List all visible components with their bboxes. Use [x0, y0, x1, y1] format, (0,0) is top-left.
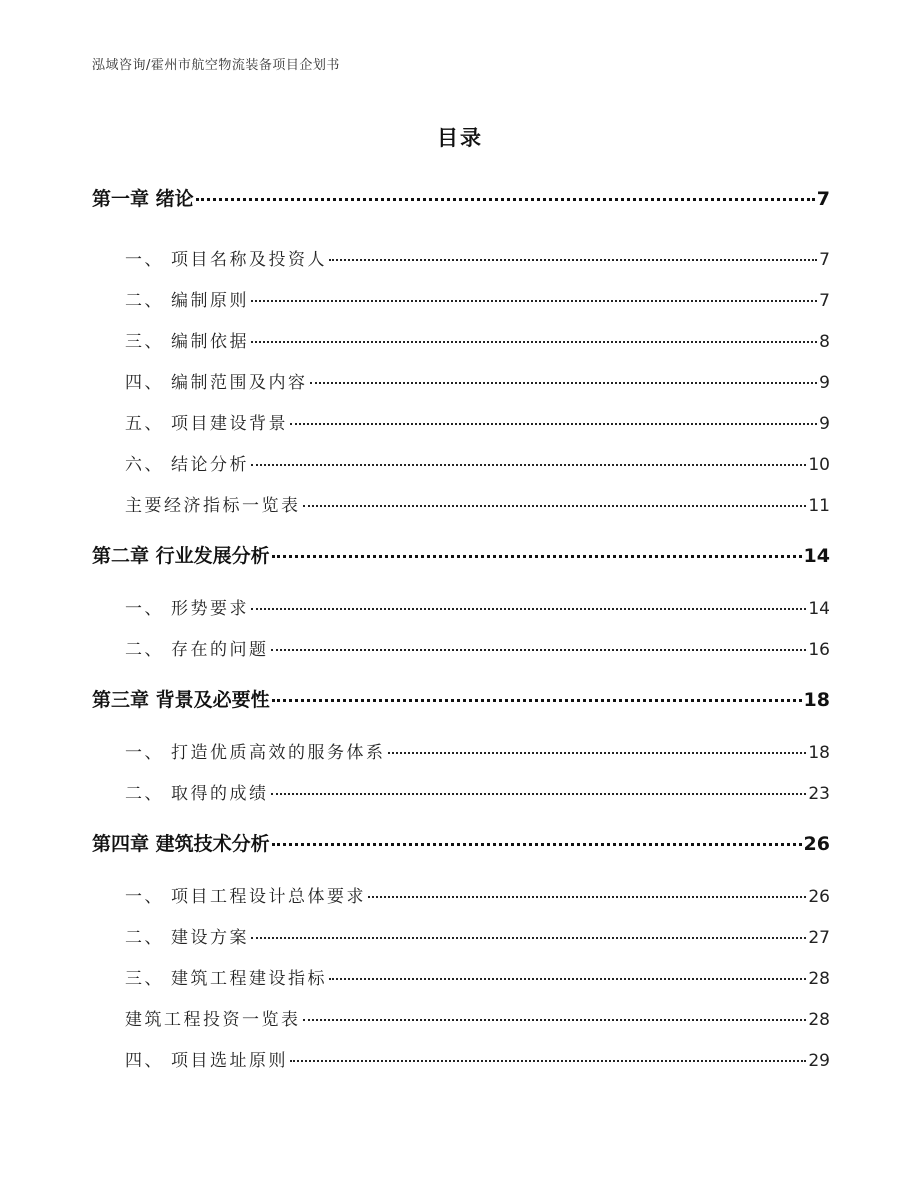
dot-leader: [290, 423, 817, 425]
toc-entry-label: 建筑工程投资一览表: [125, 1010, 301, 1030]
toc-entry-text: 取得的成绩: [171, 784, 269, 804]
toc-entry-page: 10: [808, 455, 830, 475]
dot-leader: [368, 896, 806, 898]
toc-entry-section[interactable]: [125, 327, 830, 352]
toc-entry-page: 16: [808, 640, 830, 660]
toc-entry-chapter[interactable]: [92, 829, 830, 856]
toc-entry-page: 26: [808, 887, 830, 907]
toc-entry-page: 18: [808, 743, 830, 763]
toc-entry-section[interactable]: [125, 882, 830, 907]
toc-entry-label: [125, 738, 386, 763]
toc-entry-number: 六、: [125, 455, 164, 475]
toc-entry-page: 18: [803, 689, 830, 711]
dot-leader: [290, 1060, 806, 1062]
toc-entry-page: 28: [808, 969, 830, 989]
dot-leader: [310, 382, 818, 384]
toc-entry-chapter[interactable]: [92, 685, 830, 712]
toc-entry-label: [125, 594, 249, 619]
toc-entry-section[interactable]: [125, 245, 830, 270]
toc-entry-page: 7: [816, 188, 830, 210]
toc-entry-page: 11: [808, 496, 830, 516]
toc-entry-section[interactable]: [125, 286, 830, 311]
toc-entry-section[interactable]: [125, 738, 830, 763]
running-header: 泓域咨询/霍州市航空物流装备项目企划书: [92, 58, 340, 73]
toc-entry-text: 建筑工程建设指标: [171, 969, 327, 989]
toc-entry-label: [125, 635, 269, 660]
toc-title: 目录: [437, 126, 483, 150]
dot-leader: [271, 793, 807, 795]
toc-entry-label: [125, 779, 269, 804]
toc-entry-label: 第二章 行业发展分析: [92, 545, 270, 567]
toc-entry-section[interactable]: [125, 779, 830, 804]
dot-leader: [272, 555, 802, 558]
toc-entry-label: [125, 450, 249, 475]
toc-entry-page: 7: [819, 291, 830, 311]
toc-entry-number: 二、: [125, 784, 164, 804]
dot-leader: [251, 937, 806, 939]
toc-entry-chapter[interactable]: [92, 184, 830, 211]
toc-entry-chapter[interactable]: [92, 541, 830, 568]
toc-entry-page: 14: [808, 599, 830, 619]
toc-entry-text: 形势要求: [171, 599, 249, 619]
toc-entry-text: 项目建设背景: [171, 414, 288, 434]
toc-entry-number: 五、: [125, 414, 164, 434]
toc-entry-label: [125, 1046, 288, 1071]
toc-entry-label: 第一章 绪论: [92, 188, 194, 210]
toc-entry-number: 三、: [125, 332, 164, 352]
toc-entry-text: 编制依据: [171, 332, 249, 352]
toc-entry-page: 28: [808, 1010, 830, 1030]
toc-entry-number: 二、: [125, 928, 164, 948]
toc-entry-page: 27: [808, 928, 830, 948]
toc-entry-number: 二、: [125, 640, 164, 660]
toc-entry-text: 打造优质高效的服务体系: [171, 743, 386, 763]
toc-entry-section[interactable]: [125, 450, 830, 475]
toc-entry-label: 第四章 建筑技术分析: [92, 833, 270, 855]
toc-entry-section[interactable]: [125, 491, 830, 516]
dot-leader: [272, 843, 802, 846]
dot-leader: [251, 300, 817, 302]
dot-leader: [388, 752, 807, 754]
toc-entry-page: 8: [819, 332, 830, 352]
toc-entry-page: 9: [819, 414, 830, 434]
toc-entry-text: 建设方案: [171, 928, 249, 948]
toc-entry-number: 一、: [125, 250, 164, 270]
toc-entry-number: 二、: [125, 291, 164, 311]
toc-entry-label: [125, 286, 249, 311]
toc-entry-section[interactable]: [125, 1046, 830, 1071]
toc-entry-page: 29: [808, 1051, 830, 1071]
dot-leader: [303, 1019, 807, 1021]
toc-entry-text: 结论分析: [171, 455, 249, 475]
toc-entry-text: 项目工程设计总体要求: [171, 887, 366, 907]
toc-entry-label: [125, 368, 308, 393]
dot-leader: [303, 505, 807, 507]
toc-entry-number: 三、: [125, 969, 164, 989]
toc-entry-text: 存在的问题: [171, 640, 269, 660]
toc-entry-number: 四、: [125, 373, 164, 393]
toc-entry-label: 第三章 背景及必要性: [92, 689, 270, 711]
toc-entry-label: [125, 409, 288, 434]
toc-entry-page: 23: [808, 784, 830, 804]
toc-entry-section[interactable]: [125, 964, 830, 989]
toc-entry-section[interactable]: [125, 594, 830, 619]
toc-entry-text: 项目名称及投资人: [171, 250, 327, 270]
toc-entry-section[interactable]: [125, 635, 830, 660]
toc-entry-number: 一、: [125, 743, 164, 763]
toc-entry-section[interactable]: [125, 409, 830, 434]
dot-leader: [251, 608, 806, 610]
toc-entry-text: 编制范围及内容: [171, 373, 308, 393]
toc-entry-label: [125, 327, 249, 352]
toc-entry-number: 四、: [125, 1051, 164, 1071]
toc-entry-section[interactable]: [125, 923, 830, 948]
toc-entry-page: 26: [803, 833, 830, 855]
toc-entry-number: 一、: [125, 599, 164, 619]
dot-leader: [329, 259, 817, 261]
toc-entry-text: 项目选址原则: [171, 1051, 288, 1071]
toc-entry-label: [125, 964, 327, 989]
toc-entry-page: 7: [819, 250, 830, 270]
toc-entry-section[interactable]: [125, 1005, 830, 1030]
dot-leader: [251, 341, 817, 343]
toc-entry-page: 9: [819, 373, 830, 393]
dot-leader: [272, 699, 802, 702]
dot-leader: [196, 198, 815, 201]
toc-entry-label: [125, 882, 366, 907]
toc-entry-text: 编制原则: [171, 291, 249, 311]
toc-entry-label: 主要经济指标一览表: [125, 496, 301, 516]
dot-leader: [329, 978, 806, 980]
toc-entry-label: [125, 923, 249, 948]
dot-leader: [271, 649, 807, 651]
toc-entry-section[interactable]: [125, 368, 830, 393]
toc-entry-label: [125, 245, 327, 270]
toc-entry-number: 一、: [125, 887, 164, 907]
dot-leader: [251, 464, 806, 466]
toc-entry-page: 14: [803, 545, 830, 567]
